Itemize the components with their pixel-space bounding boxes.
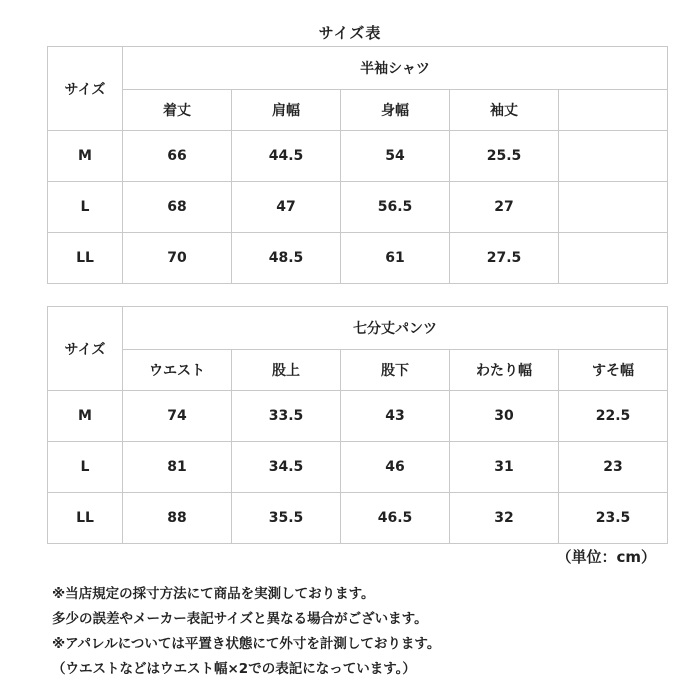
column-header: 股上 — [232, 350, 341, 391]
table-cell: 33.5 — [232, 391, 341, 442]
table-row — [48, 182, 668, 233]
table-cell: 31 — [450, 442, 559, 493]
column-header: わたり幅 — [450, 350, 559, 391]
size-label: LL — [48, 233, 123, 284]
table-cell: 70 — [123, 233, 232, 284]
table-row — [48, 131, 668, 182]
note-line: 多少の誤差やメーカー表記サイズと異なる場合がございます。 — [52, 611, 428, 627]
table-row — [48, 442, 668, 493]
page-title: サイズ表 — [318, 24, 382, 42]
table-cell: 81 — [123, 442, 232, 493]
table-cell — [559, 233, 668, 284]
table-cell: 56.5 — [341, 182, 450, 233]
table-row — [48, 233, 668, 284]
table-cell: 66 — [123, 131, 232, 182]
table-cell: 47 — [232, 182, 341, 233]
size-label: M — [48, 391, 123, 442]
table-cell: 23.5 — [559, 493, 668, 544]
size-label: L — [48, 182, 123, 233]
table-cell: 27 — [450, 182, 559, 233]
column-header: すそ幅 — [559, 350, 668, 391]
column-header: ウエスト — [123, 350, 232, 391]
size-label: L — [48, 442, 123, 493]
table-cell — [559, 131, 668, 182]
table-cell — [559, 182, 668, 233]
unit-label: （単位：cm） — [556, 548, 656, 566]
table-cell: 25.5 — [450, 131, 559, 182]
column-header: 股下 — [341, 350, 450, 391]
table-cell: 88 — [123, 493, 232, 544]
note-line: （ウエストなどはウエスト幅×2での表記になっています。） — [52, 661, 416, 677]
table-cell: 48.5 — [232, 233, 341, 284]
table-cell: 46 — [341, 442, 450, 493]
column-header: 身幅 — [341, 90, 450, 131]
table-cell: 44.5 — [232, 131, 341, 182]
note-line: ※アパレルについては平置き状態にて外寸を計測しております。 — [52, 636, 441, 652]
note-line: ※当店規定の採寸方法にて商品を実測しております。 — [52, 586, 375, 602]
column-header: 袖丈 — [450, 90, 559, 131]
table-cell: 32 — [450, 493, 559, 544]
table-cell: 22.5 — [559, 391, 668, 442]
table-row — [48, 493, 668, 544]
size-header: サイズ — [48, 307, 123, 391]
table-cell: 74 — [123, 391, 232, 442]
column-header: 着丈 — [123, 90, 232, 131]
shirt-size-table — [47, 46, 668, 284]
column-header: 肩幅 — [232, 90, 341, 131]
table-cell: 23 — [559, 442, 668, 493]
size-label: M — [48, 131, 123, 182]
table-cell: 35.5 — [232, 493, 341, 544]
table-row — [48, 391, 668, 442]
table-cell: 68 — [123, 182, 232, 233]
notes — [52, 582, 672, 682]
table-cell: 43 — [341, 391, 450, 442]
column-header — [559, 90, 668, 131]
size-header: サイズ — [48, 47, 123, 131]
table-cell: 34.5 — [232, 442, 341, 493]
group-header-shirt: 半袖シャツ — [123, 47, 668, 90]
group-header-pants: 七分丈パンツ — [123, 307, 668, 350]
table-cell: 54 — [341, 131, 450, 182]
table-cell: 30 — [450, 391, 559, 442]
size-label: LL — [48, 493, 123, 544]
table-cell: 46.5 — [341, 493, 450, 544]
table-cell: 61 — [341, 233, 450, 284]
table-cell: 27.5 — [450, 233, 559, 284]
pants-size-table — [47, 306, 668, 544]
